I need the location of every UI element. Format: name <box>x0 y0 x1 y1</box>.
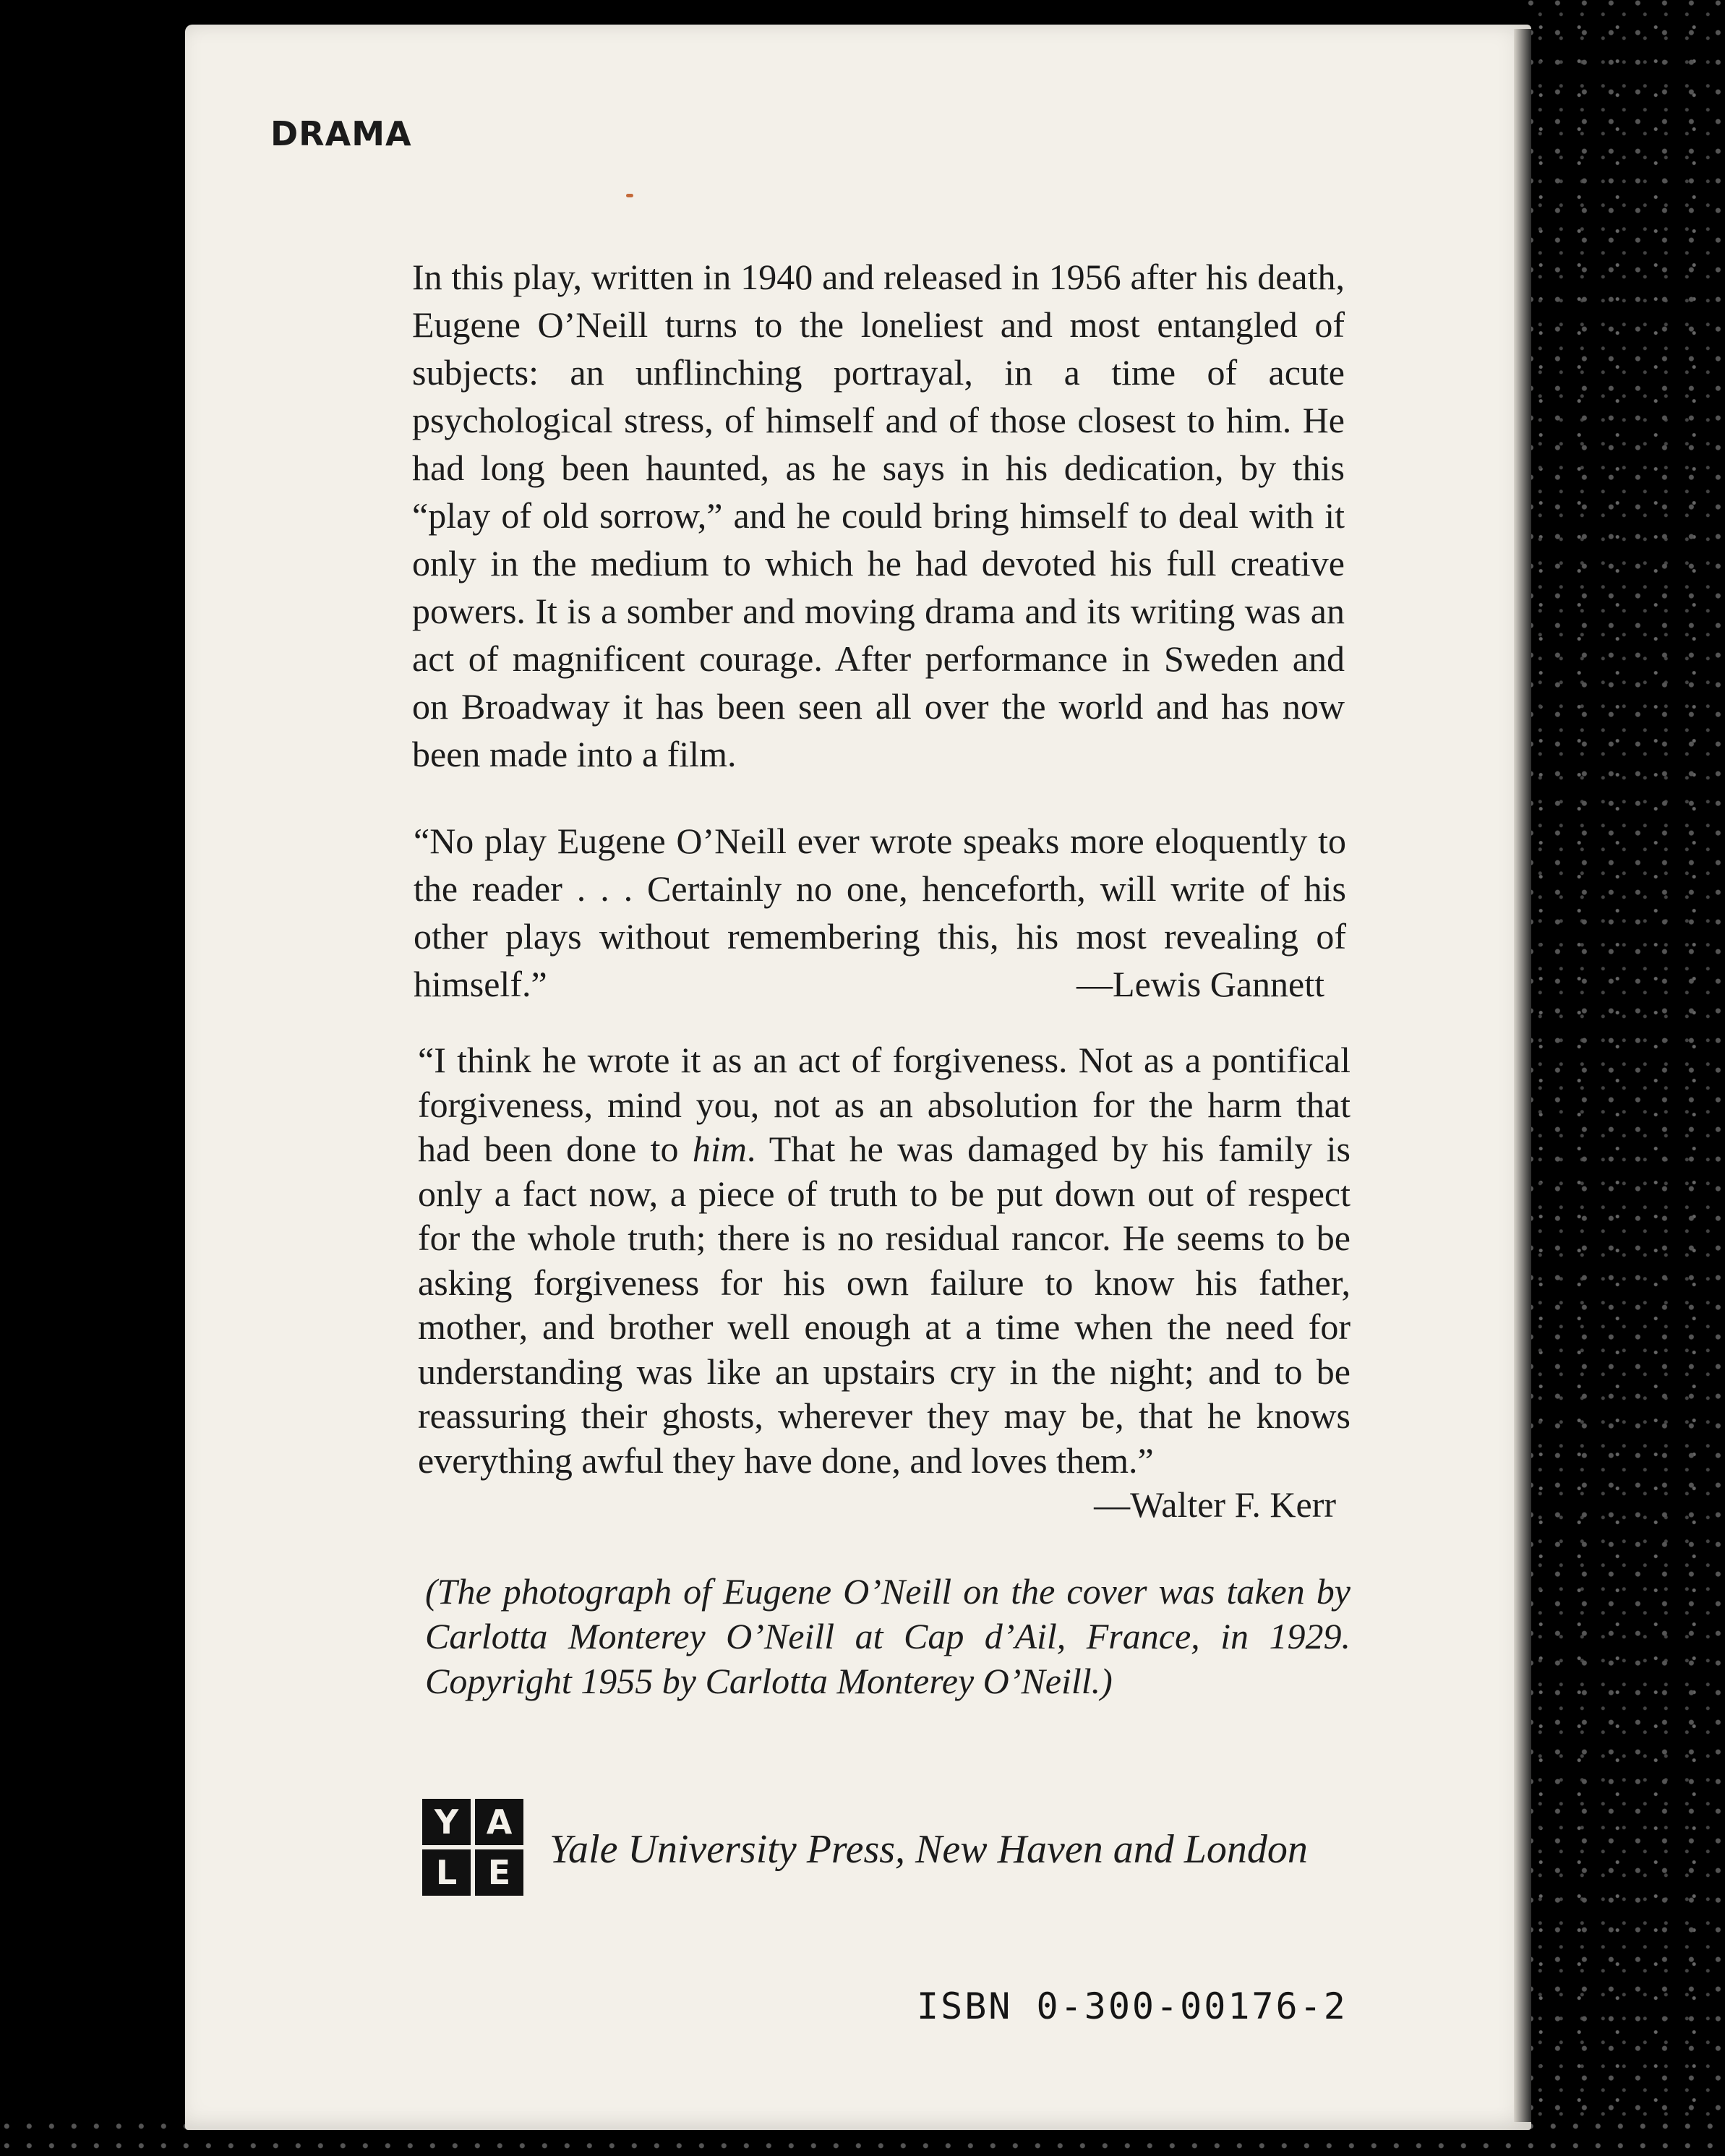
yale-logo <box>422 1799 523 1896</box>
cover-edge <box>1514 29 1531 2122</box>
stain-mark <box>626 194 633 197</box>
quote-text: “No play Eugene O’Neill ever wrote speaks more eloquently to the reader . . . Certainly no one, henceforth, will write of his other plays without remembering this, his most revealing of himself.” <box>414 821 1346 1004</box>
quote-text-start: “I think he wrote it as an act of forgiveness. Not as a pontifical forgiveness, mind you, not as an absolution for the harm that had been done to <box>418 1040 1351 1169</box>
background-left <box>0 0 174 2156</box>
isbn-number: ISBN 0-300-00176-2 <box>917 1985 1348 2027</box>
background-right <box>1525 0 1725 2156</box>
logo-letter: A <box>475 1799 523 1845</box>
quote-walter-kerr <box>418 1038 1351 1528</box>
quote-lewis-gannett <box>414 817 1346 1008</box>
quote-attribution: —Lewis Gannett <box>1076 964 1324 1004</box>
description-paragraph: In this play, written in 1940 and released in 1956 after his death, Eugene O’Neill turns to the loneliest and most entangled of subjects: an unflinching portrayal, in a time of acute psychological stress, of himself and of those closest to him. He had long been haunted, as he says in his dedication, by this “play of old sorrow,” and he could bring himself to deal with it only in the medium to which he had devoted his full creative powers. It is a somber and moving drama and its writing was an act of magnificent courage. After performance in Sweden and on Broadway it has been seen all over the world and has now been made into a film. <box>412 257 1345 774</box>
logo-letter: E <box>475 1849 523 1896</box>
photo-credit-note: (The photograph of Eugene O’Neill on the cover was taken by Carlotta Monterey O’Neill at Cap d’Ail, France, in 1929. Copyright 1955 by Carlotta Monterey O’Neill.) <box>425 1571 1351 1701</box>
quote-text-end: . That he was damaged by his family is only a fact now, a piece of truth to be put down out of respect for the whole truth; there is no residual rancor. He seems to be asking forgiveness for his own failure to know his father, mother, and brother well enough at a time when the need for understanding was like an upstairs cry in the night; and to be reassuring their ghosts, wherever they may be, that he knows everything awful they have done, and loves them.” <box>418 1129 1351 1481</box>
logo-letter: Y <box>422 1799 471 1845</box>
logo-letter: L <box>422 1849 471 1896</box>
category-label: DRAMA <box>270 114 412 153</box>
publisher-line: Yale University Press, New Haven and London <box>549 1827 1308 1872</box>
quote-attribution: —Walter F. Kerr <box>1094 1484 1336 1525</box>
quote-text-italic: him <box>692 1129 747 1169</box>
